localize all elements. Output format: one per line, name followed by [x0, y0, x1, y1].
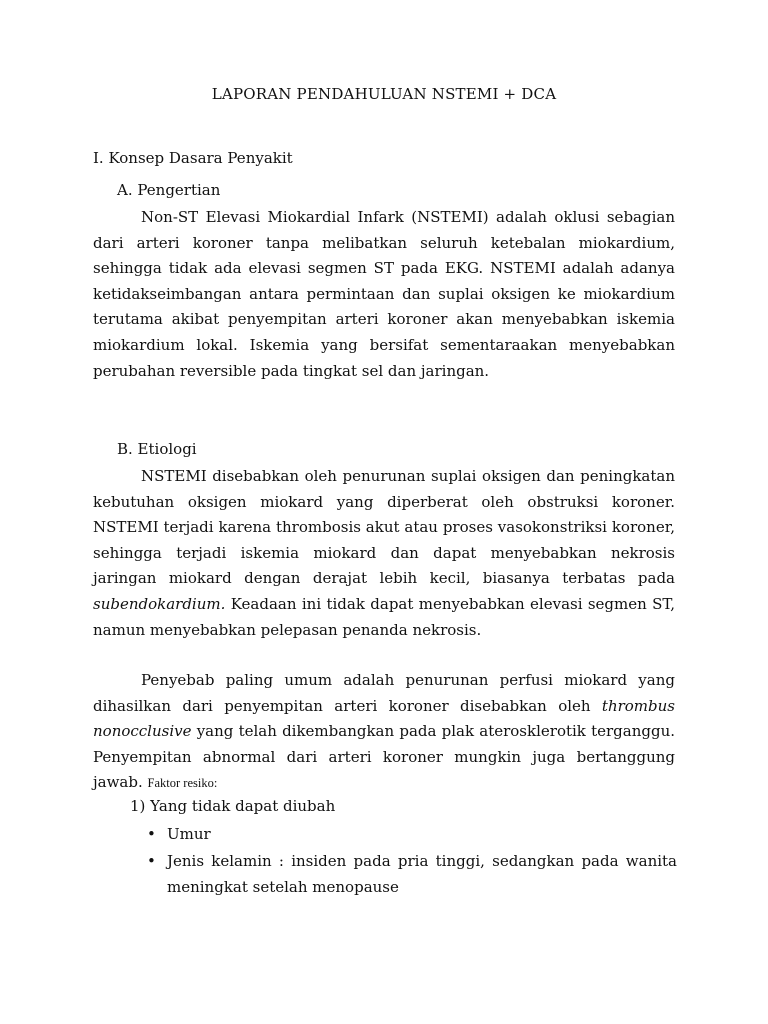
paragraph-etiologi-2: [93, 668, 675, 797]
subsection-heading-etiologi: B. Etiologi: [117, 440, 197, 458]
bullet-text: Jenis kelamin : insiden pada pria tinggi, sedangkan pada wanita meningkat setelah menopause: [167, 852, 677, 896]
text-span: yang telah dikembangkan pada plak aterosklerotik terganggu. Penyempitan abnormal dari arteri koroner mungkin juga bertanggung jawab.: [93, 722, 675, 792]
text-span: NSTEMI disebabkan oleh penurunan suplai oksigen dan peningkatan kebutuhan oksigen miokard yang diperberat oleh obstruksi koroner. NSTEMI terjadi karena thrombosis akut atau proses vasokonstriksi koroner, sehingga terjadi iskemia miokard dan dapat menyebabkan nekrosis jaringan miokard dengan derajat lebih kecil, biasanya terbatas pada: [93, 467, 675, 588]
paragraph-etiologi-1: [93, 464, 675, 643]
bullet-icon: •: [147, 852, 156, 870]
bullet-text: Umur: [167, 825, 211, 843]
bullet-icon: •: [147, 825, 156, 843]
section-heading: I. Konsep Dasara Penyakit: [93, 149, 293, 167]
text-span: Keadaan ini tidak dapat menyebabkan elevasi segmen ST, namun menyebabkan pelepasan penanda nekrosis.: [93, 594, 675, 639]
risk-factor-label: Faktor resiko:: [147, 776, 218, 791]
paragraph-pengertian: Non-ST Elevasi Miokardial Infark (NSTEMI) adalah oklusi sebagian dari arteri koroner tanpa melibatkan seluruh ketebalan miokardium, sehingga tidak ada elevasi segmen ST pada EKG. NSTEMI adalah adanya ketidakseimbangan antara permintaan dan suplai oksigen ke miokardium terutama akibat penyempitan arteri koroner akan menyebabkan iskemia miokardium lokal. Iskemia yang bersifat sementaraakan menyebabkan perubahan reversible pada tingkat sel dan jaringan.: [93, 208, 675, 380]
bullet-item-umur: [147, 822, 677, 848]
document-title: LAPORAN PENDAHULUAN NSTEMI + DCA: [211, 85, 557, 103]
italic-term-subendokardium: subendokardium.: [93, 594, 226, 613]
numbered-list-item-1: 1) Yang tidak dapat diubah: [130, 797, 336, 815]
subsection-heading-pengertian: A. Pengertian: [117, 181, 221, 199]
text-span: Penyebab paling umum adalah penurunan perfusi miokard yang dihasilkan dari penyempitan arteri koroner disebabkan oleh: [93, 671, 675, 715]
bullet-item-jenis-kelamin: [147, 849, 677, 900]
italic-term-thrombus: thrombus nonocclusive: [93, 696, 675, 741]
